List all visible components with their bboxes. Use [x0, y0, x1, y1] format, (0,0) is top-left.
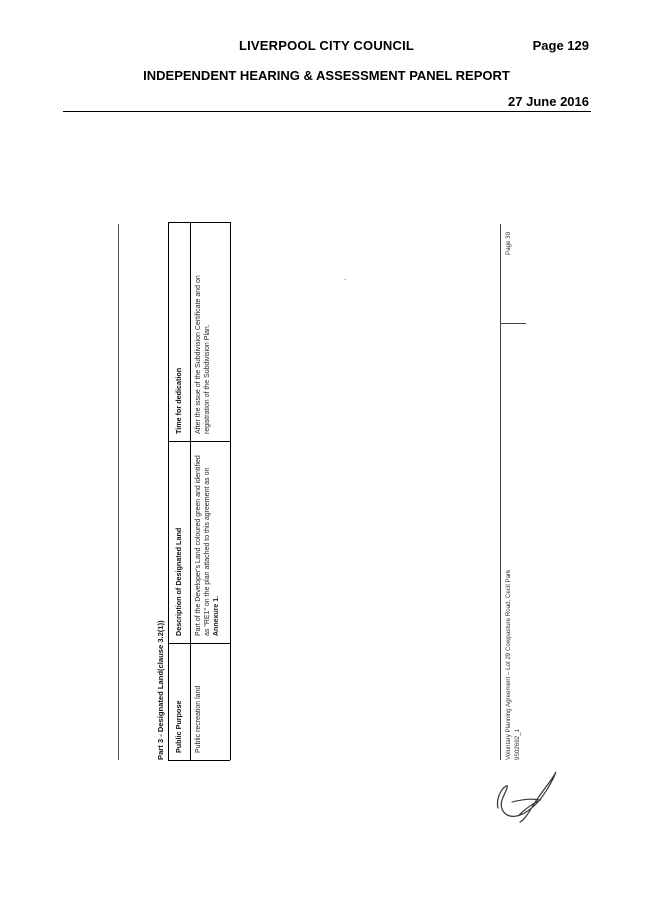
- page-number: Page 129: [532, 38, 589, 53]
- table-cell-description-line-2: as "RE1" on the plan attached to this agreement as on: [204, 467, 211, 636]
- signature-initials: [490, 760, 570, 830]
- footer-document-reference: 9502692_1: [514, 729, 521, 760]
- table-column-separator-2: [168, 441, 230, 442]
- table-cell-description-line-3: Annexure 1.: [213, 595, 220, 636]
- table-column-separator-1: [168, 643, 230, 644]
- report-date: 27 June 2016: [508, 94, 589, 109]
- table-cell-time-line-2: registration of the Subdivision Plan.: [204, 324, 211, 434]
- table-cell-public-purpose: Public recreation land: [195, 685, 202, 753]
- table-header-public-purpose: Public Purpose: [174, 700, 183, 753]
- footer-rule: [500, 224, 501, 760]
- council-name: LIVERPOOL CITY COUNCIL: [238, 38, 415, 53]
- table-header-time-for-dedication: Time for dedication: [174, 367, 183, 434]
- table-header-description: Description of Designated Land: [174, 527, 183, 636]
- table-border-right: [230, 222, 231, 760]
- table-border-bottom: [168, 760, 230, 761]
- part-title: Part 3 - Designated Land(clause 3.2(1)): [156, 620, 165, 760]
- report-title: INDEPENDENT HEARING & ASSESSMENT PANEL REPORT: [143, 68, 510, 83]
- table-border-left: [168, 222, 169, 760]
- footer-tick: [500, 323, 526, 324]
- footer-agreement-title: Voluntary Planning Agreement – Lot 29 Cowpasture Road, Cecil Park: [505, 569, 512, 760]
- scan-speck: [344, 279, 346, 280]
- table-cell-description-line-1: Part of the Developer's Land coloured green and identified: [195, 455, 202, 636]
- table-cell-time-line-1: After the issue of the Subdivision Certificate and on: [195, 275, 202, 434]
- footer-page-number: Page 30: [505, 231, 512, 255]
- table-header-separator: [190, 222, 191, 760]
- table-border-top: [168, 222, 230, 223]
- scan-edge-line: [118, 224, 119, 760]
